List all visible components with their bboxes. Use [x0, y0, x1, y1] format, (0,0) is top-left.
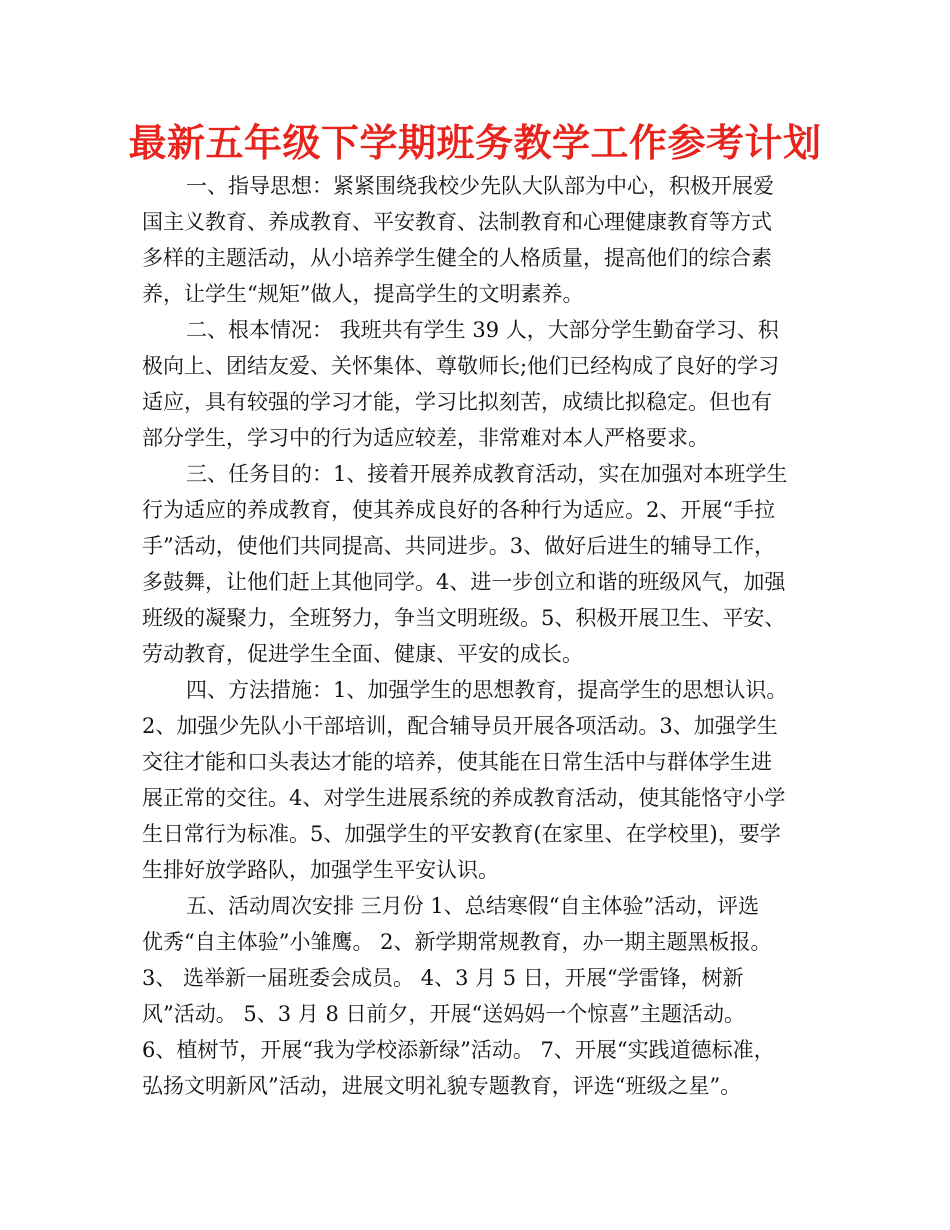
text-line: 弘扬文明新风”活动，进展文明礼貌专题教育，评选“班级之星”。 [142, 1074, 742, 1098]
text-line: 适应，具有较强的学习才能，学习比拟刻苦，成绩比拟稳定。但也有 [142, 390, 772, 414]
text-line: 多样的主题活动，从小培养学生健全的人格质量，提高他们的综合素 [142, 246, 772, 270]
text-line: 行为适应的养成教育，使其养成良好的各种行为适应。2、开展“手拉 [142, 498, 776, 522]
text-line: 三、任务目的：1、接着开展养成教育活动，实在加强对本班学生 [186, 462, 788, 486]
text-line: 二、根本情况： 我班共有学生 39 人，大部分学生勤奋学习、积 [186, 318, 779, 342]
section-measures [142, 672, 822, 888]
text-line: 2、加强少先队小干部培训，配合辅导员开展各项活动。3、加强学生 [142, 714, 778, 738]
text-line: 多鼓舞，让他们赶上其他同学。4、进一步创立和谐的班级风气，加强 [142, 570, 786, 594]
section-basic-situation [142, 312, 822, 456]
text-line: 一、指导思想：紧紧围绕我校少先队大队部为中心，积极开展爱 [186, 174, 774, 198]
text-line: 手”活动，使他们共同提高、共同进步。3、做好后进生的辅导工作， [142, 534, 776, 558]
section-guiding-thought [142, 168, 822, 312]
text-line: 国主义教育、养成教育、平安教育、法制教育和心理健康教育等方式 [142, 210, 772, 234]
text-line: 班级的凝聚力，全班努力，争当文明班级。5、积极开展卫生、平安、 [142, 606, 786, 630]
text-line: 极向上、团结友爱、关怀集体、尊敬师长;他们已经构成了良好的学习 [142, 354, 780, 378]
document-body [142, 168, 822, 1104]
text-line: 3、 选举新一届班委会成员。 4、3 月 5 日，开展“学雷锋，树新 [142, 966, 744, 990]
text-line: 风”活动。 5、3 月 8 日前夕，开展“送妈妈一个惊喜”主题活动。 [142, 1002, 745, 1026]
text-line: 劳动教育，促进学生全面、健康、平安的成长。 [142, 642, 583, 666]
text-line: 五、活动周次安排 三月份 1、总结寒假“自主体验”活动，评选 [186, 894, 760, 918]
section-activity-schedule [142, 888, 822, 1104]
text-line: 生日常行为标准。5、加强学生的平安教育(在家里、在学校里)，要学 [142, 822, 781, 846]
text-line: 生排好放学路队，加强学生平安认识。 [142, 858, 499, 882]
text-line: 6、植树节，开展“我为学校添新绿”活动。 7、开展“实践道德标准， [142, 1038, 775, 1062]
text-line: 四、方法措施：1、加强学生的思想教育，提高学生的思想认识。 [186, 678, 788, 702]
text-line: 展正常的交往。4、对学生进展系统的养成教育活动，使其能恪守小学 [142, 786, 786, 810]
text-line: 部分学生，学习中的行为适应较差，非常难对本人严格要求。 [142, 426, 709, 450]
document-title: 最新五年级下学期班务教学工作参考计划 [128, 121, 822, 165]
text-line: 优秀“自主体验”小雏鹰。 2、新学期常规教育，办一期主题黑板报。 [142, 930, 772, 954]
text-line: 养，让学生“规矩”做人，提高学生的文明素养。 [142, 282, 584, 306]
section-task-goals [142, 456, 822, 672]
text-line: 交往才能和口头表达才能的培养，使其能在日常生活中与群体学生进 [142, 750, 772, 774]
